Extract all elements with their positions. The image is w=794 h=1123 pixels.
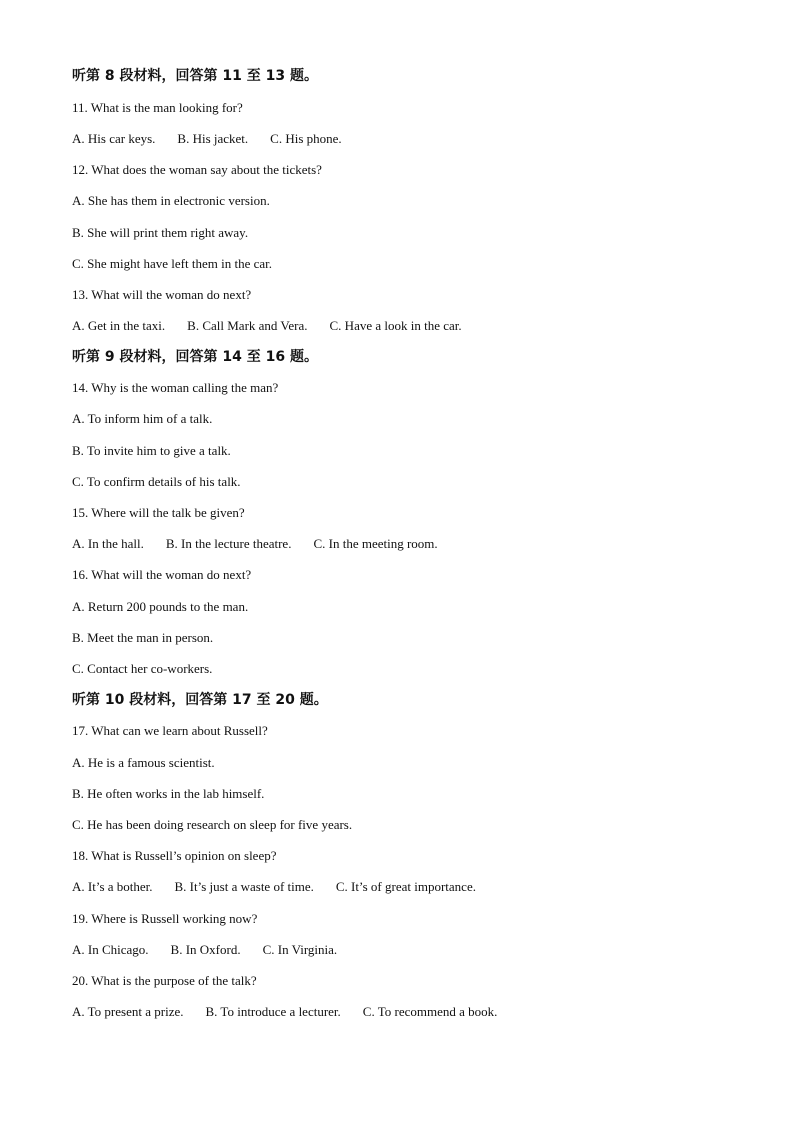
option-a: A. It’s a bother. bbox=[72, 879, 153, 894]
question-18: 18. What is Russell’s opinion on sleep? bbox=[72, 848, 277, 863]
question-20: 20. What is the purpose of the talk? bbox=[72, 973, 257, 988]
option-b: B. To introduce a lecturer. bbox=[205, 1004, 341, 1019]
option-b: B. It’s just a waste of time. bbox=[174, 879, 314, 894]
options-19 bbox=[72, 942, 337, 958]
options-20 bbox=[72, 1004, 497, 1020]
option-c: C. She might have left them in the car. bbox=[72, 256, 273, 271]
option-a: A. In the hall. bbox=[72, 536, 144, 551]
question-11: 11. What is the man looking for? bbox=[72, 100, 243, 115]
question-17: 17. What can we learn about Russell? bbox=[72, 723, 268, 738]
option-b: B. His jacket. bbox=[177, 131, 249, 146]
question-19: 19. Where is Russell working now? bbox=[72, 911, 258, 926]
option-a: A. His car keys. bbox=[72, 131, 156, 146]
option-c: C. To confirm details of his talk. bbox=[72, 474, 241, 489]
option-a: A. He is a famous scientist. bbox=[72, 755, 215, 770]
section-header: 听第 9 段材料，回答第 14 至 16 题。 bbox=[72, 349, 318, 365]
option-b: B. He often works in the lab himself. bbox=[72, 786, 265, 801]
option-a: A. To present a prize. bbox=[72, 1004, 184, 1019]
option-b: B. To invite him to give a talk. bbox=[72, 443, 231, 458]
option-c: C. Contact her co-workers. bbox=[72, 661, 213, 676]
section-header: 听第 8 段材料，回答第 11 至 13 题。 bbox=[72, 68, 318, 84]
option-a: A. Return 200 pounds to the man. bbox=[72, 599, 249, 614]
option-a: A. She has them in electronic version. bbox=[72, 193, 270, 208]
options-11 bbox=[72, 131, 342, 147]
option-b: B. Call Mark and Vera. bbox=[187, 318, 308, 333]
question-12: 12. What does the woman say about the tickets? bbox=[72, 162, 322, 177]
options-13 bbox=[72, 318, 462, 334]
option-c: C. In the meeting room. bbox=[313, 536, 438, 551]
question-15: 15. Where will the talk be given? bbox=[72, 505, 245, 520]
option-a: A. In Chicago. bbox=[72, 942, 149, 957]
options-15 bbox=[72, 536, 438, 552]
option-c: C. In Virginia. bbox=[262, 942, 338, 957]
option-c: C. To recommend a book. bbox=[362, 1004, 498, 1019]
question-13: 13. What will the woman do next? bbox=[72, 287, 252, 302]
option-b: B. She will print them right away. bbox=[72, 225, 249, 240]
question-14: 14. Why is the woman calling the man? bbox=[72, 380, 279, 395]
section-header: 听第 10 段材料，回答第 17 至 20 题。 bbox=[72, 692, 328, 708]
option-b: B. In the lecture theatre. bbox=[165, 536, 292, 551]
option-c: C. His phone. bbox=[270, 131, 342, 146]
options-18 bbox=[72, 879, 476, 895]
question-16: 16. What will the woman do next? bbox=[72, 567, 252, 582]
option-b: B. Meet the man in person. bbox=[72, 630, 214, 645]
option-b: B. In Oxford. bbox=[170, 942, 241, 957]
option-c: C. He has been doing research on sleep for five years. bbox=[72, 817, 353, 832]
option-c: C. Have a look in the car. bbox=[329, 318, 462, 333]
option-a: A. To inform him of a talk. bbox=[72, 411, 213, 426]
option-a: A. Get in the taxi. bbox=[72, 318, 166, 333]
option-c: C. It’s of great importance. bbox=[335, 879, 476, 894]
